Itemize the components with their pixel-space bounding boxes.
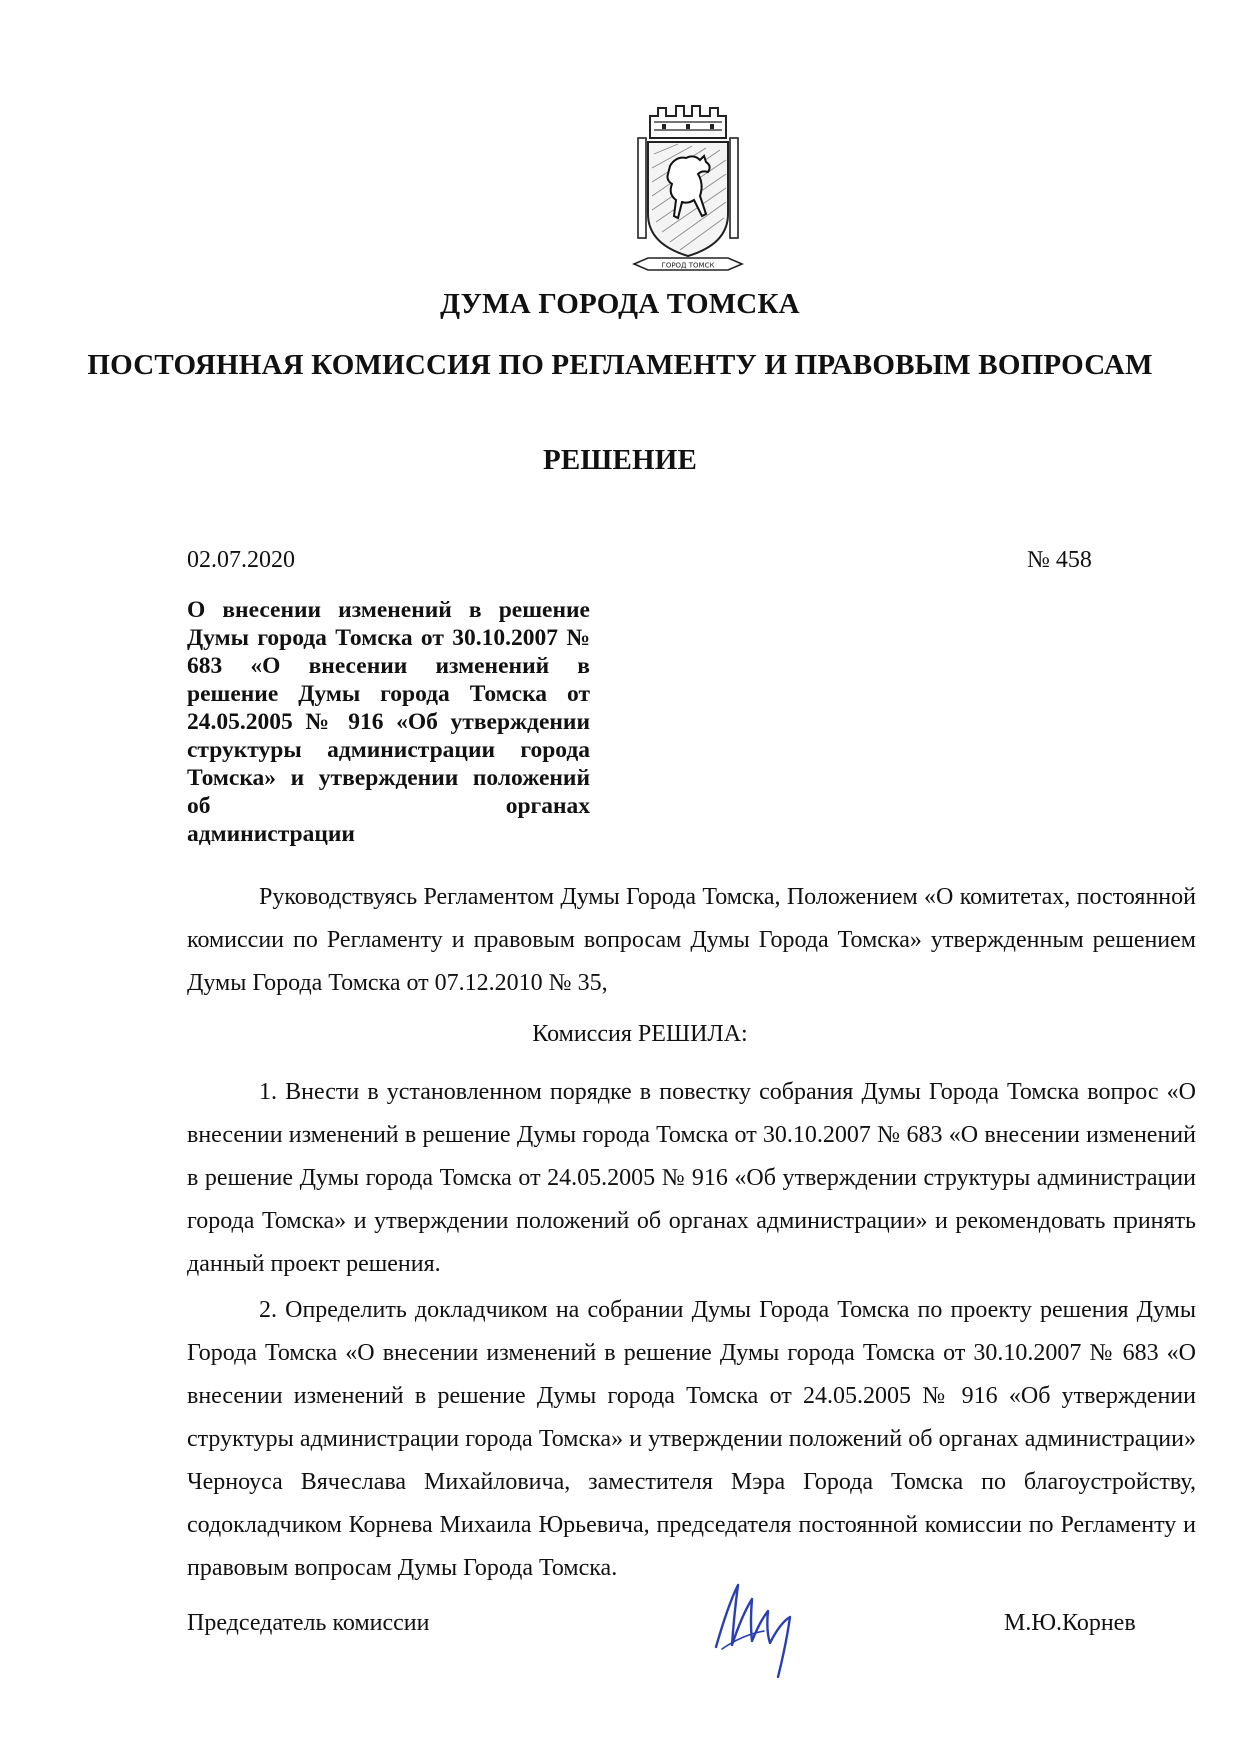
decision-number: № 458: [1027, 547, 1092, 573]
tomsk-coat-of-arms-emblem: [628, 104, 748, 284]
signer-name: М.Ю.Корнев: [1004, 1610, 1136, 1636]
decision-date: 02.07.2020: [187, 547, 295, 573]
duma-title: ДУМА ГОРОДА ТОМСКА: [440, 288, 800, 320]
emblem-ribbon-text: ГОРОД ТОМСК: [661, 261, 715, 270]
handwritten-signature: [708, 1565, 818, 1680]
document-type-title: РЕШЕНИЕ: [542, 444, 698, 476]
decision-subject: [187, 596, 590, 848]
decision-item-1: 1. Внести в установленном порядке в повестку собрания Думы Города Томска вопрос «О внесении изменений в решение Думы города Томска от 30.10.2007 № 683 «О внесении изменений в решение Думы города Томска от 24.05.2005 № 916 «Об утверждении структуры администрации города Томска» и утверждении положений об органах администрации» и рекомендовать принять данный проект решения.: [187, 1079, 1196, 1277]
decision-item-2: 2. Определить докладчиком на собрании Думы Города Томска по проекту решения Думы Города Томска «О внесении изменений в решение Думы города Томска от 30.10.2007 № 683 «О внесении изменений в решение Думы города Томска от 24.05.2005 № 916 «Об утверждении структуры администрации города Томска» и утверждении положений об органах администрации» Черноуса Вячеслава Михайловича, заместителя Мэра Города Томска по благоустройству, содокладчиком Корнева Михаила Юрьевича, председателя постоянной комиссии по Регламенту и правовым вопросам Думы Города Томска.: [187, 1297, 1196, 1581]
commission-decided-line: Комиссия РЕШИЛА:: [532, 1021, 748, 1047]
decision-subject-last-line: администрации: [187, 821, 355, 847]
signer-title: Председатель комиссии: [187, 1610, 430, 1636]
decision-subject-text: О внесении изменений в решение Думы города Томска от 30.10.2007 № 683 «О внесении изменений в решение Думы города Томска от 24.05.2005 № 916 «Об утверждении структуры администрации города Томска» и утверждении положений об органах: [187, 597, 590, 819]
commission-title: ПОСТОЯННАЯ КОМИССИЯ ПО РЕГЛАМЕНТУ И ПРАВОВЫМ ВОПРОСАМ: [87, 349, 1153, 381]
preamble-paragraph: Руководствуясь Регламентом Думы Города Томска, Положением «О комитетах, постоянной комиссии по Регламенту и правовым вопросам Думы Города Томска» утвержденным решением Думы Города Томска от 07.12.2010 № 35,: [187, 884, 1196, 996]
